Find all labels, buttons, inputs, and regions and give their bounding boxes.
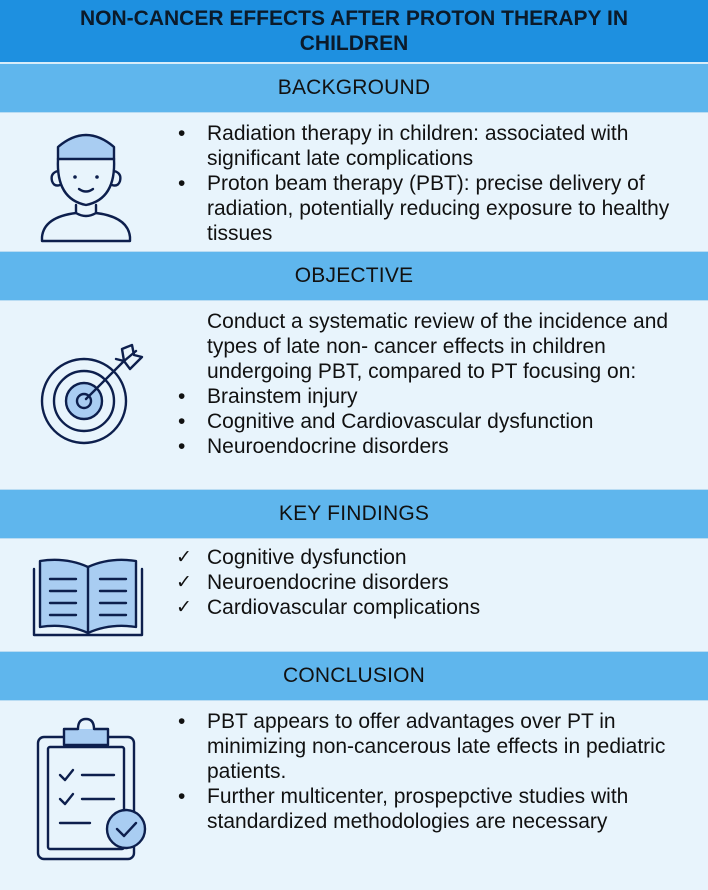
objective-intro: Conduct a systematic review of the incidence and types of late non- cancer effects in children undergoing PBT, compared to PT focusing on: — [207, 310, 669, 383]
bullet-icon: • — [178, 172, 186, 195]
check-icon: ✓ — [176, 572, 192, 593]
open-book-icon — [30, 553, 146, 644]
bullet-icon: • — [178, 785, 186, 808]
section-header-objective: OBJECTIVE — [0, 252, 708, 300]
section-body-objective — [0, 300, 708, 490]
bullet-icon: • — [178, 710, 186, 733]
page-title: NON-CANCER EFFECTS AFTER PROTON THERAPY IN CHILDREN — [0, 0, 708, 64]
section-header-key-findings: KEY FINDINGS — [0, 490, 708, 538]
list-item: • Proton beam therapy (PBT): precise delivery of radiation, potentially reducing exposure to healthy tissues — [178, 172, 670, 245]
list-item: ✓ Cognitive dysfunction — [176, 546, 407, 569]
bullet-icon: • — [178, 410, 186, 433]
section-body-background — [0, 112, 708, 252]
section-header-background: BACKGROUND — [0, 64, 708, 112]
key-findings-text — [172, 545, 690, 620]
section-body-conclusion — [0, 700, 708, 890]
conclusion-text — [172, 709, 690, 834]
child-patient-icon — [36, 119, 136, 248]
list-item: • Brainstem injury — [178, 385, 358, 408]
bullet-icon: • — [178, 385, 186, 408]
list-item: • Radiation therapy in children: associated with significant late complications — [178, 122, 629, 170]
list-item: ✓ Neuroendocrine disorders — [176, 571, 449, 594]
check-icon: ✓ — [176, 547, 192, 568]
section-header-conclusion: CONCLUSION — [0, 652, 708, 700]
list-item: • Further multicenter, prospepctive studies with standardized methodologies are necessary — [178, 785, 629, 833]
background-text — [172, 121, 690, 246]
list-item: ✓ Cardiovascular complications — [176, 596, 481, 619]
list-item: • PBT appears to offer advantages over PT in minimizing non-cancerous late effects in pediatric patients. — [178, 710, 666, 783]
target-arrow-icon — [36, 341, 144, 454]
bullet-icon: • — [178, 122, 186, 145]
list-item: • Cognitive and Cardiovascular dysfunction — [178, 410, 594, 433]
check-icon: ✓ — [176, 597, 192, 618]
objective-text — [172, 309, 690, 459]
list-item: • Neuroendocrine disorders — [178, 435, 449, 458]
section-body-key-findings — [0, 538, 708, 652]
clipboard-check-icon — [34, 717, 150, 870]
bullet-icon: • — [178, 435, 186, 458]
